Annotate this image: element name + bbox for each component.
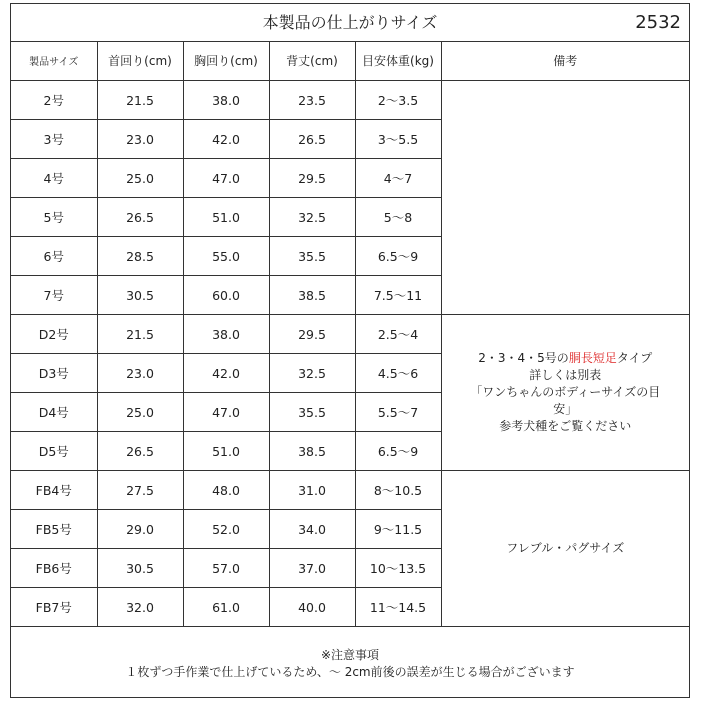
cell-chest: 60.0: [183, 276, 269, 315]
cell-neck: 28.5: [97, 237, 183, 276]
cell-weight: 10～13.5: [355, 549, 441, 588]
cell-chest: 51.0: [183, 432, 269, 471]
cell-neck: 30.5: [97, 549, 183, 588]
cell-weight: 6.5～9: [355, 432, 441, 471]
cell-back-length: 29.5: [269, 159, 355, 198]
cell-neck: 23.0: [97, 120, 183, 159]
table-header-row: [11, 41, 689, 81]
cell-size: FB5号: [11, 510, 97, 549]
cell-weight: 5.5～7: [355, 393, 441, 432]
notice-text: １枚ずつ手作業で仕上げているため、～ 2cm前後の誤差が生じる場合がございます: [125, 665, 575, 679]
cell-chest: 38.0: [183, 315, 269, 354]
cell-size: FB6号: [11, 549, 97, 588]
cell-neck: 29.0: [97, 510, 183, 549]
cell-neck: 32.0: [97, 588, 183, 627]
cell-size: 3号: [11, 120, 97, 159]
cell-neck: 30.5: [97, 276, 183, 315]
note-text: 2・3・4・5号の: [478, 351, 569, 365]
header-chest: 胸回り(cm): [183, 41, 269, 81]
cell-back-length: 40.0: [269, 588, 355, 627]
cell-chest: 61.0: [183, 588, 269, 627]
product-code: 2532: [635, 12, 681, 33]
cell-chest: 57.0: [183, 549, 269, 588]
cell-weight: 6.5～9: [355, 237, 441, 276]
cell-size: D2号: [11, 315, 97, 354]
cell-size: D5号: [11, 432, 97, 471]
cell-neck: 21.5: [97, 315, 183, 354]
cell-size: D3号: [11, 354, 97, 393]
cell-neck: 26.5: [97, 198, 183, 237]
page-title: 本製品の仕上がりサイズ: [262, 13, 438, 32]
cell-neck: 25.0: [97, 159, 183, 198]
cell-size: FB4号: [11, 471, 97, 510]
cell-back-length: 32.5: [269, 198, 355, 237]
footer-notice: [11, 625, 689, 697]
cell-size: 4号: [11, 159, 97, 198]
cell-neck: 25.0: [97, 393, 183, 432]
cell-chest: 38.0: [183, 81, 269, 120]
cell-neck: 21.5: [97, 81, 183, 120]
note-d-line5: 参考犬種をご覧ください: [499, 419, 632, 433]
header-notes: 備考: [441, 41, 689, 81]
note-fb-group: フレブル・パグサイズ: [441, 471, 689, 627]
cell-weight: 3～5.5: [355, 120, 441, 159]
header-back-length: 背丈(cm): [269, 41, 355, 81]
cell-back-length: 32.5: [269, 354, 355, 393]
cell-chest: 55.0: [183, 237, 269, 276]
cell-chest: 42.0: [183, 354, 269, 393]
cell-weight: 7.5～11: [355, 276, 441, 315]
cell-chest: 42.0: [183, 120, 269, 159]
notice-heading: ※注意事項: [320, 648, 380, 662]
cell-back-length: 35.5: [269, 237, 355, 276]
note-highlight: 胴長短足: [568, 351, 617, 365]
cell-size: 6号: [11, 237, 97, 276]
cell-neck: 26.5: [97, 432, 183, 471]
size-chart-sheet: [10, 3, 690, 698]
cell-back-length: 38.5: [269, 432, 355, 471]
cell-back-length: 37.0: [269, 549, 355, 588]
cell-size: 7号: [11, 276, 97, 315]
cell-chest: 48.0: [183, 471, 269, 510]
cell-size: 2号: [11, 81, 97, 120]
cell-weight: 2.5～4: [355, 315, 441, 354]
cell-weight: 4～7: [355, 159, 441, 198]
cell-size: 5号: [11, 198, 97, 237]
cell-back-length: 34.0: [269, 510, 355, 549]
note-text: タイプ: [616, 351, 653, 365]
header-weight: 目安体重(kg): [355, 41, 441, 81]
cell-chest: 47.0: [183, 159, 269, 198]
note-d-group: [441, 315, 689, 471]
cell-back-length: 26.5: [269, 120, 355, 159]
table-row: [11, 81, 689, 120]
cell-neck: 23.0: [97, 354, 183, 393]
cell-neck: 27.5: [97, 471, 183, 510]
title-row: [11, 4, 689, 42]
table-row: [11, 315, 689, 354]
note-d-line3: 「ワンちゃんのボディーサイズの目: [470, 385, 661, 399]
cell-weight: 9～11.5: [355, 510, 441, 549]
cell-back-length: 23.5: [269, 81, 355, 120]
header-size: 製品サイズ: [11, 41, 97, 81]
note-d-line4: 安」: [553, 402, 578, 416]
cell-back-length: 31.0: [269, 471, 355, 510]
cell-back-length: 29.5: [269, 315, 355, 354]
note-standard-group: [441, 81, 689, 315]
cell-size: FB7号: [11, 588, 97, 627]
cell-weight: 5～8: [355, 198, 441, 237]
cell-weight: 8～10.5: [355, 471, 441, 510]
cell-weight: 11～14.5: [355, 588, 441, 627]
cell-weight: 4.5～6: [355, 354, 441, 393]
table-row: [11, 471, 689, 510]
cell-back-length: 35.5: [269, 393, 355, 432]
cell-weight: 2～3.5: [355, 81, 441, 120]
cell-back-length: 38.5: [269, 276, 355, 315]
header-neck: 首回り(cm): [97, 41, 183, 81]
cell-chest: 47.0: [183, 393, 269, 432]
note-d-line1: [442, 350, 690, 367]
size-table: [11, 41, 689, 627]
note-d-line2: 詳しくは別表: [529, 368, 602, 382]
cell-chest: 51.0: [183, 198, 269, 237]
cell-size: D4号: [11, 393, 97, 432]
cell-chest: 52.0: [183, 510, 269, 549]
